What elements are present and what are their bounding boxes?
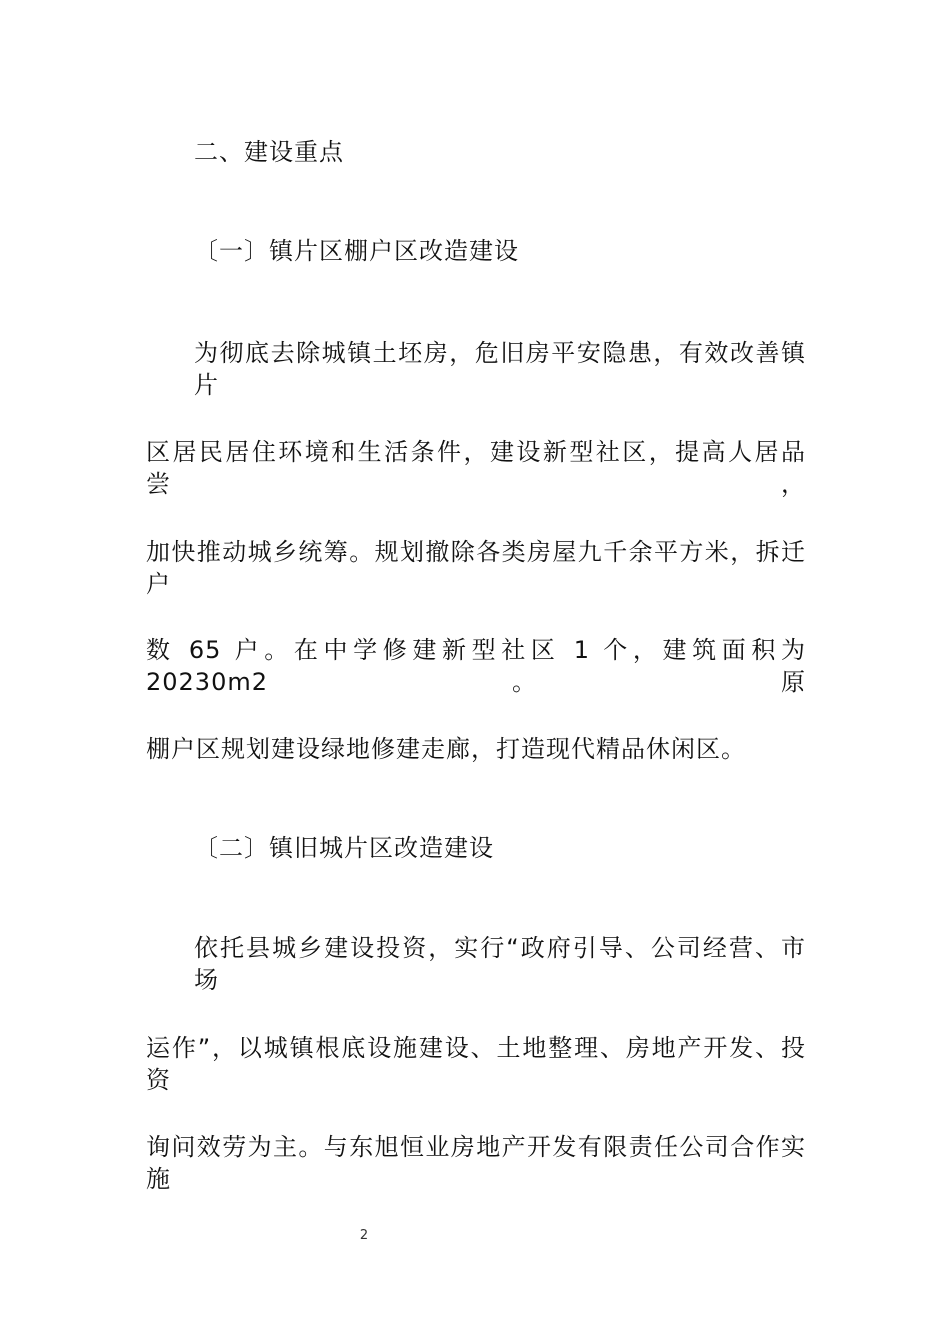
section1-line-3: 加快推动城乡统筹。规划撤除各类房屋九千余平方米，拆迁户 [146, 538, 806, 598]
section1-line-4: 数 65 户。在中学修建新型社区 1 个，建筑面积为 20230m2。原 [146, 636, 806, 696]
section2-line-2: 运作”，以城镇根底设施建设、土地整理、房地产开发、投资 [146, 1034, 806, 1094]
section2-line-1: 依托县城乡建设投资，实行“政府引导、公司经营、市场 [194, 934, 806, 994]
section1-title: 〔一〕镇片区棚户区改造建设 [194, 237, 519, 265]
section1-line-5: 棚户区规划建设绿地修建走廊，打造现代精品休闲区。 [146, 735, 746, 763]
section2-line-3: 询问效劳为主。与东旭恒业房地产开发有限责任公司合作实施 [146, 1133, 806, 1193]
page-number: 2 [359, 1228, 369, 1243]
section1-line-1: 为彻底去除城镇土坯房，危旧房平安隐患，有效改善镇片 [194, 339, 806, 399]
section2-title: 〔二〕镇旧城片区改造建设 [194, 834, 494, 862]
section1-line-2: 区居民居住环境和生活条件，建设新型社区，提高人居品尝， [146, 438, 806, 498]
section-heading: 二、建设重点 [194, 138, 344, 166]
